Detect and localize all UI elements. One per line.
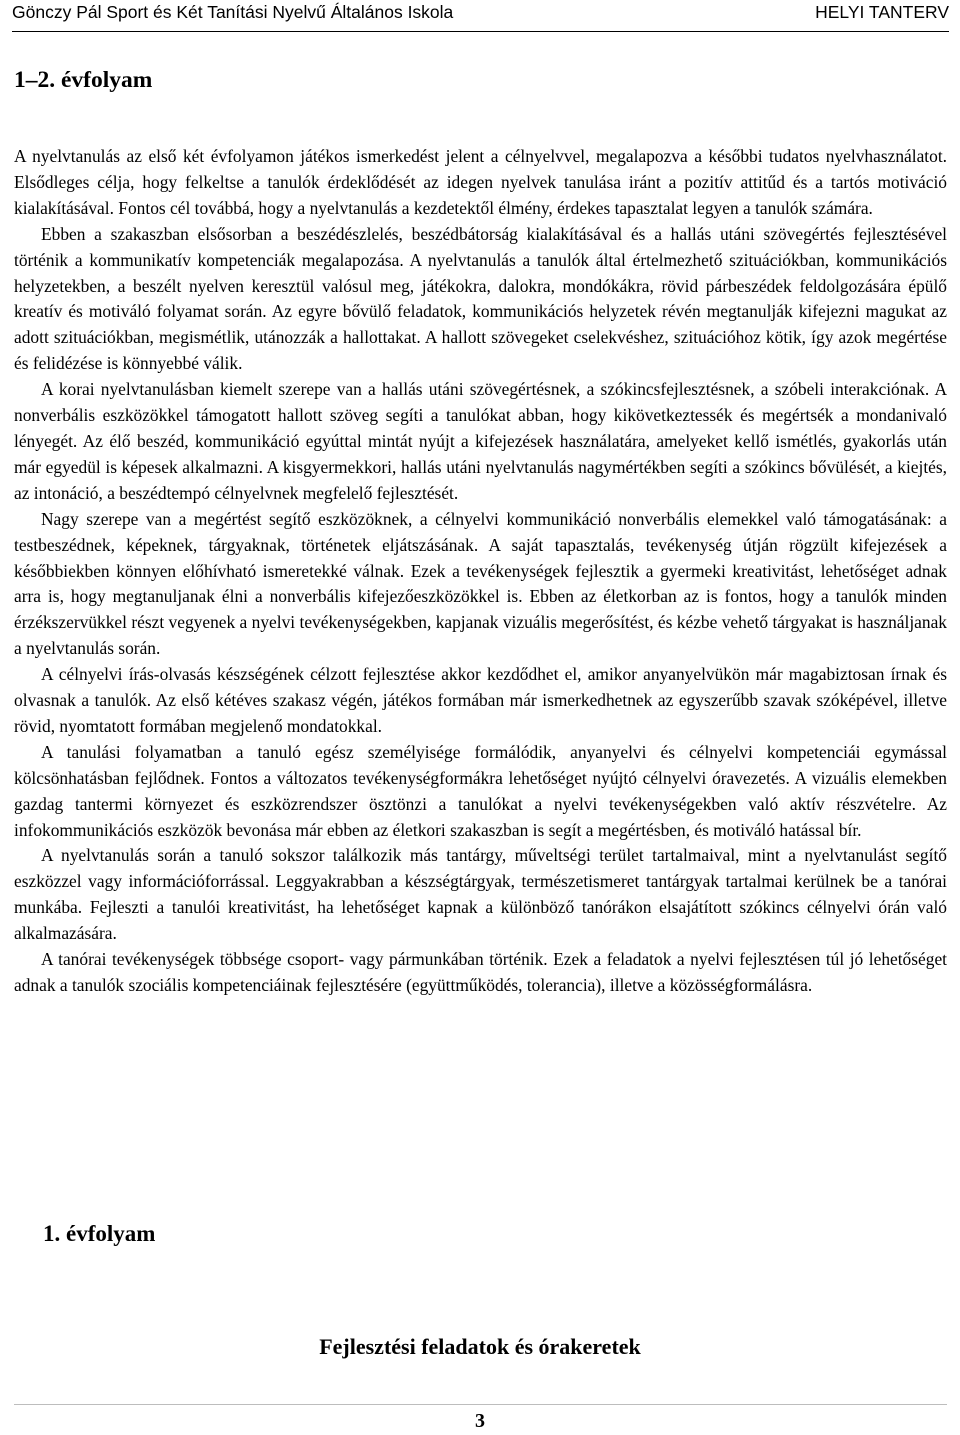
- page-number: 3: [475, 1410, 485, 1432]
- paragraph: Nagy szerepe van a megértést segítő eszközöknek, a célnyelvi kommunikáció nonverbális elemekkel való támogatásának: a testbeszédnek, képeknek, tárgyaknak, történetek eljátszásának. A saját tapasztalás, tevékenység útján rögzült kifejezések a későbbiekben könnyen előhívható ismeretekké válnak. Ezek a tevékenységek fejlesztik a gyermeki kreativitást, lehetőséget adnak arra is, hogy megtanuljanak élni a nonverbális kifejezőeszközökkel is. Ebben az életkorban az is fontos, hogy a tanulók minden érzékszervükkel részt vegyenek a nyelvi tevékenységekben, kapjanak vizuális megerősítést, és kézbe vehető tárgyakat is használjanak a nyelvtanulás során.: [14, 508, 947, 659]
- paragraph: A nyelvtanulás az első két évfolyamon játékos ismerkedést jelent a célnyelvvel, megalapozva a későbbi tudatos nyelvhasználatot. Elsődleges célja, hogy felkeltse a tanulók érdeklődését az idegen nyelvek tanulása iránt a pozitív attitűd és a tartós motiváció kialakításával. Fontos cél továbbá, hogy a nyelvtanulás a kezdetektől élmény, érdekes tapasztalat legyen a tanulók számára.: [14, 146, 947, 218]
- section-heading: 1–2. évfolyam: [14, 67, 153, 93]
- body-text: [14, 144, 947, 999]
- paragraph: A nyelvtanulás során a tanuló sokszor találkozik más tantárgy, műveltségi terület tartalmaival, mint a nyelvtanulást segítő eszközzel vagy információforrással. Leggyakrabban a készségtárgyak, természetismeret tantárgyak tartalmai kerülnek be a tanórai munkába. Fejleszti a tanulói kreativitást, ha lehetőséget kapnak a különböző tanórákon elsajátított szókincs célnyelvi órán való alkalmazására.: [14, 845, 947, 944]
- paragraph: A korai nyelvtanulásban kiemelt szerepe van a hallás utáni szövegértésnek, a szókincsfejlesztésnek, a szóbeli interakciónak. A nonverbális eszközökkel támogatott hallott szöveg segíti a tanulókat abban, hogy kikövetkeztessék és megértsék a mondanivaló lényegét. Az élő beszéd, kommunikáció egyúttal mintát nyújt a kifejezések használatára, amelyeket kellő ismétlés, gyakorlás után már egyedül is képesek alkalmazni. A kisgyermekkori, hallás utáni nyelvtanulás nagymértékben segíti a szókincs bővülését, a kiejtés, az intonáció, a beszédtempó célnyelvnek megfelelő fejlesztését.: [14, 379, 947, 503]
- paragraph: A célnyelvi írás-olvasás készségének célzott fejlesztése akkor kezdődhet el, amikor anyanyelvükön már magabiztosan írnak és olvasnak a tanulók. Az első kétéves szakasz végén, játékos formában már ismerkedhetnek az egyszerűbb szavak szóképével, illetve rövid, nyomtatott formában megjelenő mondatokkal.: [14, 664, 947, 736]
- running-header: [12, 0, 949, 26]
- paragraph: Ebben a szakaszban elsősorban a beszédészlelés, beszédbátorság kialakításával és a hallás utáni szövegértés fejlesztésével történik a kommunikatív kompetenciák megalapozása. A nyelvtanulás a tanulók által értelmezhető szituációkban, kommunikációs helyzetekben, a beszélt nyelven keresztül valósul meg, játékokra, dalokra, mondókákra, rövid párbeszédek feldolgozására épülő kreatív és motiváló folyamat során. Az egyre bővülő feladatok, kommunikációs helyzetek révén megtanulják kifejezni magukat az adott szituációkban, megismétlik, utánozzák a hallottakat. A hallott szövegeket cselekvéshez, szituációhoz kötik, így azok megértése és felidézése is könnyebbé válik.: [14, 223, 947, 374]
- header-divider: [12, 31, 949, 32]
- footer-divider: [14, 1404, 947, 1405]
- header-document-title: HELYI TANTERV: [815, 2, 949, 22]
- header-school-name: Gönczy Pál Sport és Két Tanítási Nyelvű Általános Iskola: [12, 2, 454, 22]
- paragraph: A tanórai tevékenységek többsége csoport- vagy pármunkában történik. Ezek a feladatok a nyelvi fejlesztésen túl jó lehetőséget adnak a tanulók szociális kompetenciáinak fejlesztésére (együttműködés, tolerancia), illetve a közösségformálásra.: [14, 949, 947, 995]
- paragraph: A tanulási folyamatban a tanuló egész személyisége formálódik, anyanyelvi és célnyelvi kompetenciái egymással kölcsönhatásban fejlődnek. Fontos a változatos tevékenységformákra lehetőséget nyújtó célnyelvi óravezetés. A vizuális elemekben gazdag tantermi környezet és eszközrendszer ösztönzi a tanulókat a nyelvi tevékenységekben való aktív részvételre. Az infokommunikációs eszközök bevonása már ebben az életkori szakaszban is segít a megértésben, és motiváló hatással bír.: [14, 741, 947, 840]
- grade-subheading: 1. évfolyam: [43, 1221, 156, 1246]
- tasks-subheading: Fejlesztési feladatok és órakeretek: [319, 1334, 641, 1359]
